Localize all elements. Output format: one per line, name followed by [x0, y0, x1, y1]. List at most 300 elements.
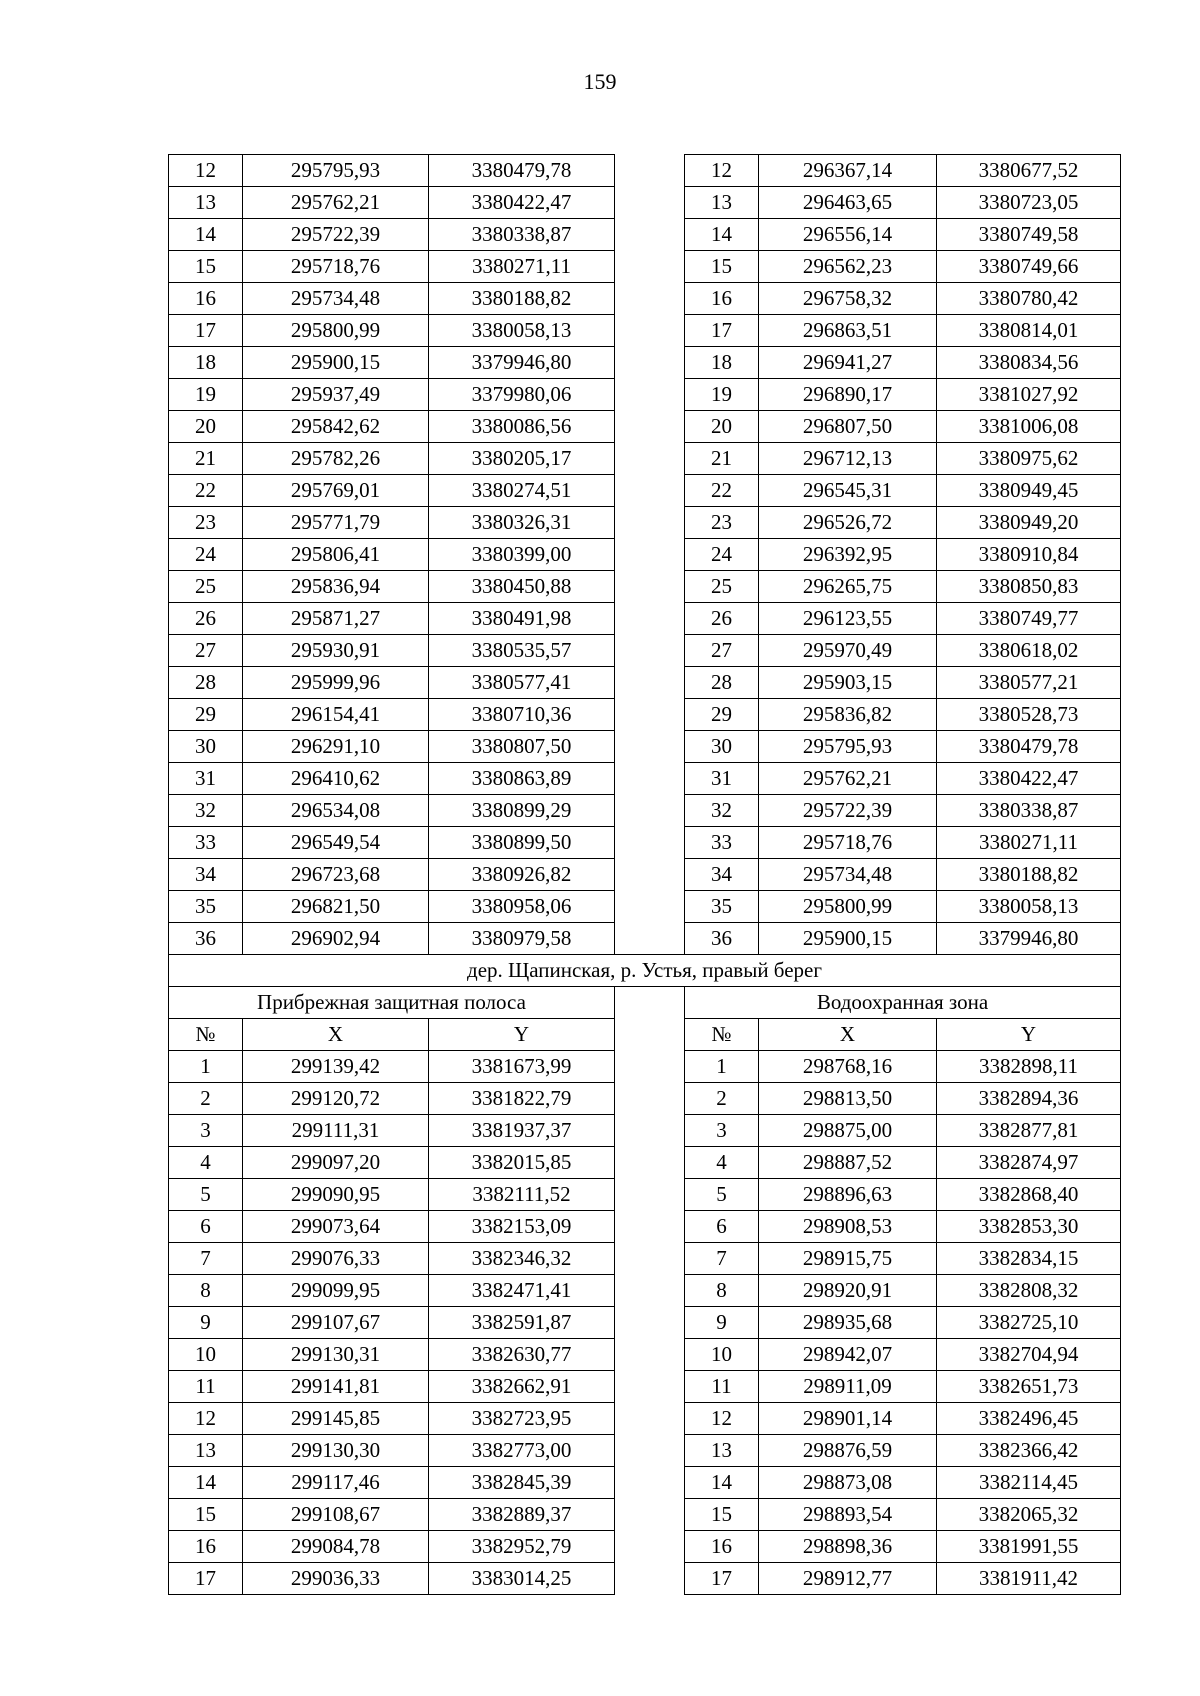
- right-y-coordinate-cell: 3380749,66: [937, 251, 1121, 283]
- right-y-coordinate-cell: 3382496,45: [937, 1403, 1121, 1435]
- left-y-coordinate-cell: 3380271,11: [429, 251, 615, 283]
- table-gap: [615, 1531, 685, 1563]
- table-gap: [615, 763, 685, 795]
- right-y-coordinate-cell: 3382853,30: [937, 1211, 1121, 1243]
- table-gap: [615, 539, 685, 571]
- left-point-number-cell: 18: [169, 347, 243, 379]
- right-y-coordinate-cell: 3380975,62: [937, 443, 1121, 475]
- left-point-number-cell: 14: [169, 1467, 243, 1499]
- left-x-coordinate-cell: 299107,67: [243, 1307, 429, 1339]
- table-gap: [615, 283, 685, 315]
- right-x-coordinate-cell: 295970,49: [759, 635, 937, 667]
- right-x-coordinate-cell: 298915,75: [759, 1243, 937, 1275]
- right-y-coordinate-cell: 3380618,02: [937, 635, 1121, 667]
- right-x-coordinate-cell: 295718,76: [759, 827, 937, 859]
- left-y-coordinate-cell: 3382153,09: [429, 1211, 615, 1243]
- table-row: [169, 155, 1121, 187]
- section-title-row: [169, 955, 1121, 987]
- table-row: [169, 731, 1121, 763]
- right-x-coordinate-cell: 296526,72: [759, 507, 937, 539]
- left-x-coordinate-cell: 299099,95: [243, 1275, 429, 1307]
- right-x-coordinate-cell: 296941,27: [759, 347, 937, 379]
- table-row: [169, 347, 1121, 379]
- right-x-coordinate-cell: 298942,07: [759, 1339, 937, 1371]
- table-row: [169, 283, 1121, 315]
- right-x-coordinate-cell: 298908,53: [759, 1211, 937, 1243]
- right-point-number-cell: 29: [685, 699, 759, 731]
- left-x-coordinate-cell: 296821,50: [243, 891, 429, 923]
- right-x-coordinate-cell: 298911,09: [759, 1371, 937, 1403]
- right-point-number-cell: 33: [685, 827, 759, 859]
- table-row: [169, 603, 1121, 635]
- table-row: [169, 923, 1121, 955]
- table-row: [169, 475, 1121, 507]
- left-y-coordinate-cell: 3382952,79: [429, 1531, 615, 1563]
- table-gap: [615, 475, 685, 507]
- right-point-number-cell: 22: [685, 475, 759, 507]
- table-gap: [615, 603, 685, 635]
- right-point-number-cell: 11: [685, 1371, 759, 1403]
- left-y-coordinate-cell: 3380326,31: [429, 507, 615, 539]
- table-row: [169, 1435, 1121, 1467]
- left-y-coordinate-cell: 3382591,87: [429, 1307, 615, 1339]
- left-point-number-cell: 5: [169, 1179, 243, 1211]
- left-point-number-cell: 27: [169, 635, 243, 667]
- right-y-coordinate-cell: 3380677,52: [937, 155, 1121, 187]
- table-gap: [615, 315, 685, 347]
- left-number-column-header: №: [169, 1019, 243, 1051]
- right-x-coordinate-cell: 295836,82: [759, 699, 937, 731]
- table-row: [169, 1083, 1121, 1115]
- table-row: [169, 571, 1121, 603]
- left-point-number-cell: 17: [169, 315, 243, 347]
- table-gap: [615, 1307, 685, 1339]
- left-y-coordinate-cell: 3380899,29: [429, 795, 615, 827]
- left-x-column-header: X: [243, 1019, 429, 1051]
- table-gap: [615, 1115, 685, 1147]
- right-x-coordinate-cell: 295903,15: [759, 667, 937, 699]
- right-point-number-cell: 17: [685, 315, 759, 347]
- left-x-coordinate-cell: 295769,01: [243, 475, 429, 507]
- left-point-number-cell: 32: [169, 795, 243, 827]
- right-x-coordinate-cell: 298893,54: [759, 1499, 937, 1531]
- right-point-number-cell: 8: [685, 1275, 759, 1307]
- table-gap: [615, 443, 685, 475]
- table-gap: [615, 251, 685, 283]
- left-x-coordinate-cell: 299141,81: [243, 1371, 429, 1403]
- left-point-number-cell: 6: [169, 1211, 243, 1243]
- table-row: [169, 219, 1121, 251]
- right-x-coordinate-cell: 298875,00: [759, 1115, 937, 1147]
- table-gap: [615, 667, 685, 699]
- table-row: [169, 1243, 1121, 1275]
- left-x-coordinate-cell: 296723,68: [243, 859, 429, 891]
- right-x-coordinate-cell: 296265,75: [759, 571, 937, 603]
- left-x-coordinate-cell: 295718,76: [243, 251, 429, 283]
- right-x-coordinate-cell: 298935,68: [759, 1307, 937, 1339]
- right-y-coordinate-cell: 3379946,80: [937, 923, 1121, 955]
- table-row: [169, 411, 1121, 443]
- right-y-coordinate-cell: 3380949,45: [937, 475, 1121, 507]
- table-gap: [615, 1499, 685, 1531]
- left-point-number-cell: 21: [169, 443, 243, 475]
- right-x-coordinate-cell: 298898,36: [759, 1531, 937, 1563]
- left-x-coordinate-cell: 296534,08: [243, 795, 429, 827]
- right-y-coordinate-cell: 3382877,81: [937, 1115, 1121, 1147]
- right-point-number-cell: 16: [685, 283, 759, 315]
- table-gap: [615, 1019, 685, 1051]
- left-y-coordinate-cell: 3381822,79: [429, 1083, 615, 1115]
- left-x-coordinate-cell: 296410,62: [243, 763, 429, 795]
- table-gap: [615, 1083, 685, 1115]
- left-point-number-cell: 29: [169, 699, 243, 731]
- right-point-number-cell: 6: [685, 1211, 759, 1243]
- right-y-coordinate-cell: 3380949,20: [937, 507, 1121, 539]
- right-x-coordinate-cell: 295762,21: [759, 763, 937, 795]
- left-y-coordinate-cell: 3380399,00: [429, 539, 615, 571]
- left-y-coordinate-cell: 3380479,78: [429, 155, 615, 187]
- table-row: [169, 1563, 1121, 1595]
- left-point-number-cell: 8: [169, 1275, 243, 1307]
- right-y-coordinate-cell: 3380422,47: [937, 763, 1121, 795]
- right-point-number-cell: 36: [685, 923, 759, 955]
- right-y-coordinate-cell: 3381911,42: [937, 1563, 1121, 1595]
- table-row: [169, 667, 1121, 699]
- right-point-number-cell: 32: [685, 795, 759, 827]
- right-y-coordinate-cell: 3380834,56: [937, 347, 1121, 379]
- right-point-number-cell: 15: [685, 1499, 759, 1531]
- table-gap: [615, 1467, 685, 1499]
- left-y-coordinate-cell: 3382889,37: [429, 1499, 615, 1531]
- left-y-coordinate-cell: 3380338,87: [429, 219, 615, 251]
- left-x-coordinate-cell: 299117,46: [243, 1467, 429, 1499]
- left-point-number-cell: 13: [169, 187, 243, 219]
- left-zone-title: Прибрежная защитная полоса: [169, 987, 615, 1019]
- right-point-number-cell: 14: [685, 1467, 759, 1499]
- left-y-coordinate-cell: 3381937,37: [429, 1115, 615, 1147]
- left-point-number-cell: 10: [169, 1339, 243, 1371]
- left-x-coordinate-cell: 295871,27: [243, 603, 429, 635]
- table-gap: [615, 219, 685, 251]
- left-point-number-cell: 1: [169, 1051, 243, 1083]
- right-x-coordinate-cell: 296890,17: [759, 379, 937, 411]
- right-x-coordinate-cell: 298920,91: [759, 1275, 937, 1307]
- right-y-coordinate-cell: 3380749,58: [937, 219, 1121, 251]
- table-row: [169, 1467, 1121, 1499]
- right-point-number-cell: 4: [685, 1147, 759, 1179]
- left-point-number-cell: 20: [169, 411, 243, 443]
- right-point-number-cell: 23: [685, 507, 759, 539]
- right-x-coordinate-cell: 296562,23: [759, 251, 937, 283]
- right-x-coordinate-cell: 295722,39: [759, 795, 937, 827]
- right-y-coordinate-cell: 3382704,94: [937, 1339, 1121, 1371]
- right-y-coordinate-cell: 3380749,77: [937, 603, 1121, 635]
- table-gap: [615, 635, 685, 667]
- left-y-column-header: Y: [429, 1019, 615, 1051]
- table-row: [169, 1179, 1121, 1211]
- left-y-coordinate-cell: 3380491,98: [429, 603, 615, 635]
- right-y-coordinate-cell: 3382898,11: [937, 1051, 1121, 1083]
- zone-header-row: [169, 987, 1121, 1019]
- table-row: [169, 315, 1121, 347]
- right-point-number-cell: 10: [685, 1339, 759, 1371]
- left-x-coordinate-cell: 296154,41: [243, 699, 429, 731]
- table-row: [169, 443, 1121, 475]
- left-x-coordinate-cell: 299139,42: [243, 1051, 429, 1083]
- left-point-number-cell: 16: [169, 1531, 243, 1563]
- left-point-number-cell: 14: [169, 219, 243, 251]
- page-number: 159: [583, 69, 617, 94]
- left-x-coordinate-cell: 299111,31: [243, 1115, 429, 1147]
- right-point-number-cell: 14: [685, 219, 759, 251]
- right-point-number-cell: 3: [685, 1115, 759, 1147]
- table-gap: [615, 571, 685, 603]
- table-gap: [615, 155, 685, 187]
- column-header-row: [169, 1019, 1121, 1051]
- table-gap: [615, 187, 685, 219]
- right-x-coordinate-cell: 298876,59: [759, 1435, 937, 1467]
- right-point-number-cell: 13: [685, 1435, 759, 1467]
- left-point-number-cell: 15: [169, 251, 243, 283]
- left-x-coordinate-cell: 295771,79: [243, 507, 429, 539]
- right-x-coordinate-cell: 295800,99: [759, 891, 937, 923]
- left-x-coordinate-cell: 295999,96: [243, 667, 429, 699]
- right-x-coordinate-cell: 296367,14: [759, 155, 937, 187]
- right-point-number-cell: 26: [685, 603, 759, 635]
- right-y-coordinate-cell: 3380338,87: [937, 795, 1121, 827]
- right-x-coordinate-cell: 296463,65: [759, 187, 937, 219]
- right-x-coordinate-cell: 298901,14: [759, 1403, 937, 1435]
- left-y-coordinate-cell: 3380958,06: [429, 891, 615, 923]
- right-y-coordinate-cell: 3382065,32: [937, 1499, 1121, 1531]
- left-x-coordinate-cell: 299090,95: [243, 1179, 429, 1211]
- left-y-coordinate-cell: 3379980,06: [429, 379, 615, 411]
- right-y-coordinate-cell: 3382894,36: [937, 1083, 1121, 1115]
- left-x-coordinate-cell: 295930,91: [243, 635, 429, 667]
- left-x-coordinate-cell: 295842,62: [243, 411, 429, 443]
- left-point-number-cell: 30: [169, 731, 243, 763]
- table-row: [169, 379, 1121, 411]
- left-point-number-cell: 19: [169, 379, 243, 411]
- table-gap: [615, 795, 685, 827]
- right-point-number-cell: 7: [685, 1243, 759, 1275]
- table-gap: [615, 1339, 685, 1371]
- table-gap: [615, 1211, 685, 1243]
- table-row: [169, 507, 1121, 539]
- table-row: [169, 795, 1121, 827]
- left-y-coordinate-cell: 3382015,85: [429, 1147, 615, 1179]
- left-x-coordinate-cell: 295800,99: [243, 315, 429, 347]
- left-x-coordinate-cell: 299036,33: [243, 1563, 429, 1595]
- right-x-coordinate-cell: 298813,50: [759, 1083, 937, 1115]
- right-y-coordinate-cell: 3380528,73: [937, 699, 1121, 731]
- left-y-coordinate-cell: 3382471,41: [429, 1275, 615, 1307]
- left-point-number-cell: 35: [169, 891, 243, 923]
- left-point-number-cell: 16: [169, 283, 243, 315]
- table-gap: [615, 379, 685, 411]
- left-y-coordinate-cell: 3382662,91: [429, 1371, 615, 1403]
- right-y-coordinate-cell: 3380188,82: [937, 859, 1121, 891]
- table-gap: [615, 1051, 685, 1083]
- left-y-coordinate-cell: 3380926,82: [429, 859, 615, 891]
- left-y-coordinate-cell: 3382111,52: [429, 1179, 615, 1211]
- right-y-coordinate-cell: 3381006,08: [937, 411, 1121, 443]
- left-point-number-cell: 23: [169, 507, 243, 539]
- table-gap: [615, 891, 685, 923]
- right-point-number-cell: 27: [685, 635, 759, 667]
- right-point-number-cell: 28: [685, 667, 759, 699]
- left-x-coordinate-cell: 296291,10: [243, 731, 429, 763]
- right-point-number-cell: 2: [685, 1083, 759, 1115]
- right-point-number-cell: 17: [685, 1563, 759, 1595]
- right-x-coordinate-cell: 295900,15: [759, 923, 937, 955]
- left-y-coordinate-cell: 3380710,36: [429, 699, 615, 731]
- left-point-number-cell: 25: [169, 571, 243, 603]
- left-y-coordinate-cell: 3381673,99: [429, 1051, 615, 1083]
- left-y-coordinate-cell: 3380188,82: [429, 283, 615, 315]
- right-point-number-cell: 1: [685, 1051, 759, 1083]
- right-x-coordinate-cell: 296758,32: [759, 283, 937, 315]
- left-x-coordinate-cell: 295762,21: [243, 187, 429, 219]
- right-y-coordinate-cell: 3380058,13: [937, 891, 1121, 923]
- right-point-number-cell: 34: [685, 859, 759, 891]
- coordinates-table-body: [169, 155, 1121, 1595]
- right-x-coordinate-cell: 296545,31: [759, 475, 937, 507]
- table-gap: [615, 1275, 685, 1307]
- right-y-coordinate-cell: 3380814,01: [937, 315, 1121, 347]
- left-point-number-cell: 2: [169, 1083, 243, 1115]
- right-y-coordinate-cell: 3381027,92: [937, 379, 1121, 411]
- table-row: [169, 251, 1121, 283]
- left-point-number-cell: 17: [169, 1563, 243, 1595]
- right-point-number-cell: 18: [685, 347, 759, 379]
- section-title: дер. Щапинская, р. Устья, правый берег: [169, 955, 1121, 987]
- left-point-number-cell: 7: [169, 1243, 243, 1275]
- table-gap: [615, 859, 685, 891]
- table-row: [169, 539, 1121, 571]
- table-gap: [615, 923, 685, 955]
- left-y-coordinate-cell: 3380422,47: [429, 187, 615, 219]
- left-point-number-cell: 9: [169, 1307, 243, 1339]
- right-zone-title: Водоохранная зона: [685, 987, 1121, 1019]
- table-row: [169, 1275, 1121, 1307]
- right-point-number-cell: 16: [685, 1531, 759, 1563]
- table-row: [169, 1531, 1121, 1563]
- left-point-number-cell: 11: [169, 1371, 243, 1403]
- right-y-coordinate-cell: 3382874,97: [937, 1147, 1121, 1179]
- left-x-coordinate-cell: 299076,33: [243, 1243, 429, 1275]
- table-gap: [615, 1147, 685, 1179]
- table-gap: [615, 1403, 685, 1435]
- left-point-number-cell: 26: [169, 603, 243, 635]
- coordinates-table: [168, 154, 1121, 1595]
- right-x-column-header: X: [759, 1019, 937, 1051]
- table-row: [169, 187, 1121, 219]
- left-point-number-cell: 22: [169, 475, 243, 507]
- table-row: [169, 1307, 1121, 1339]
- left-point-number-cell: 36: [169, 923, 243, 955]
- right-point-number-cell: 21: [685, 443, 759, 475]
- left-x-coordinate-cell: 295806,41: [243, 539, 429, 571]
- right-x-coordinate-cell: 298887,52: [759, 1147, 937, 1179]
- table-row: [169, 891, 1121, 923]
- left-y-coordinate-cell: 3383014,25: [429, 1563, 615, 1595]
- left-point-number-cell: 24: [169, 539, 243, 571]
- left-point-number-cell: 33: [169, 827, 243, 859]
- left-point-number-cell: 3: [169, 1115, 243, 1147]
- left-y-coordinate-cell: 3379946,80: [429, 347, 615, 379]
- table-gap: [615, 507, 685, 539]
- right-x-coordinate-cell: 298768,16: [759, 1051, 937, 1083]
- left-y-coordinate-cell: 3380086,56: [429, 411, 615, 443]
- right-point-number-cell: 12: [685, 1403, 759, 1435]
- right-y-coordinate-cell: 3380780,42: [937, 283, 1121, 315]
- right-point-number-cell: 12: [685, 155, 759, 187]
- left-x-coordinate-cell: 295836,94: [243, 571, 429, 603]
- right-point-number-cell: 19: [685, 379, 759, 411]
- table-row: [169, 635, 1121, 667]
- left-x-coordinate-cell: 295722,39: [243, 219, 429, 251]
- right-x-coordinate-cell: 296392,95: [759, 539, 937, 571]
- right-y-coordinate-cell: 3382868,40: [937, 1179, 1121, 1211]
- right-y-coordinate-cell: 3382651,73: [937, 1371, 1121, 1403]
- left-x-coordinate-cell: 299084,78: [243, 1531, 429, 1563]
- left-x-coordinate-cell: 295782,26: [243, 443, 429, 475]
- table-row: [169, 1051, 1121, 1083]
- left-y-coordinate-cell: 3380450,88: [429, 571, 615, 603]
- table-row: [169, 859, 1121, 891]
- right-x-coordinate-cell: 296556,14: [759, 219, 937, 251]
- table-row: [169, 1211, 1121, 1243]
- right-point-number-cell: 9: [685, 1307, 759, 1339]
- left-point-number-cell: 12: [169, 1403, 243, 1435]
- table-row: [169, 1499, 1121, 1531]
- left-point-number-cell: 34: [169, 859, 243, 891]
- left-point-number-cell: 15: [169, 1499, 243, 1531]
- left-x-coordinate-cell: 299120,72: [243, 1083, 429, 1115]
- table-gap: [615, 827, 685, 859]
- right-point-number-cell: 13: [685, 187, 759, 219]
- right-x-coordinate-cell: 296807,50: [759, 411, 937, 443]
- left-y-coordinate-cell: 3382845,39: [429, 1467, 615, 1499]
- right-point-number-cell: 20: [685, 411, 759, 443]
- left-y-coordinate-cell: 3382773,00: [429, 1435, 615, 1467]
- right-point-number-cell: 15: [685, 251, 759, 283]
- table-row: [169, 827, 1121, 859]
- right-x-coordinate-cell: 298873,08: [759, 1467, 937, 1499]
- left-y-coordinate-cell: 3382723,95: [429, 1403, 615, 1435]
- left-x-coordinate-cell: 299130,30: [243, 1435, 429, 1467]
- left-point-number-cell: 13: [169, 1435, 243, 1467]
- left-y-coordinate-cell: 3380535,57: [429, 635, 615, 667]
- left-y-coordinate-cell: 3380863,89: [429, 763, 615, 795]
- right-y-coordinate-cell: 3380723,05: [937, 187, 1121, 219]
- left-x-coordinate-cell: 299130,31: [243, 1339, 429, 1371]
- right-x-coordinate-cell: 296123,55: [759, 603, 937, 635]
- table-gap: [615, 411, 685, 443]
- right-point-number-cell: 30: [685, 731, 759, 763]
- left-x-coordinate-cell: 296902,94: [243, 923, 429, 955]
- right-number-column-header: №: [685, 1019, 759, 1051]
- table-gap: [615, 699, 685, 731]
- left-point-number-cell: 12: [169, 155, 243, 187]
- right-y-coordinate-cell: 3381991,55: [937, 1531, 1121, 1563]
- table-row: [169, 1115, 1121, 1147]
- table-gap: [615, 1435, 685, 1467]
- right-point-number-cell: 31: [685, 763, 759, 795]
- right-y-coordinate-cell: 3380271,11: [937, 827, 1121, 859]
- table-gap: [615, 1371, 685, 1403]
